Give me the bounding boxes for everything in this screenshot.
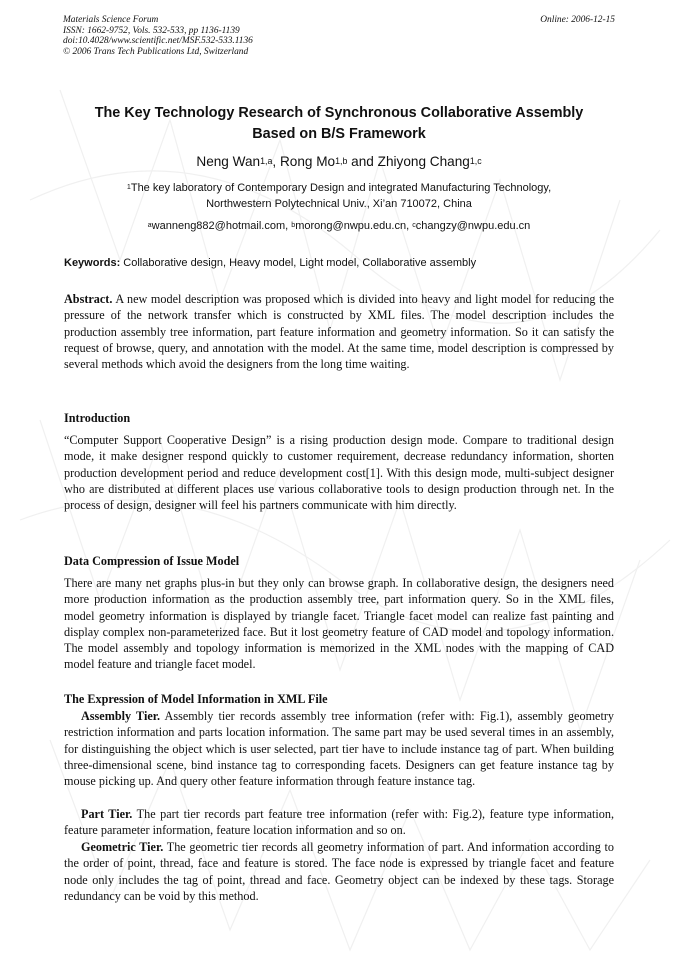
email-mark: c xyxy=(412,220,416,229)
geometric-tier-label: Geometric Tier. xyxy=(81,840,164,854)
journal-header xyxy=(63,15,253,57)
keywords-text: Collaborative design, Heavy model, Light model, Collaborative assembly xyxy=(120,257,477,269)
assembly-tier-label: Assembly Tier. xyxy=(81,709,161,723)
author-name: Rong Mo xyxy=(279,154,336,169)
affiliation-mark: 1 xyxy=(126,182,131,191)
author-emails: $^a$wanneng882@hotmail.com, $^b$morong@nwpu.edu.cn, $^c$changzy@nwpu.edu.cn xyxy=(147,220,531,232)
abstract-label: Abstract. xyxy=(64,292,113,306)
email-mark: b xyxy=(291,220,296,229)
email-address: morong@nwpu.edu.cn xyxy=(295,220,407,232)
title-line-2: Based on B/S Framework xyxy=(252,126,426,142)
affiliation-line-1: $^1$The key laboratory of Contemporary Design and integrated Manufacturing Technology, xyxy=(126,182,552,194)
author-list xyxy=(40,153,638,171)
subsection-heading-expression: The Expression of Model Information in XML File xyxy=(64,692,328,706)
part-tier-label: Part Tier. xyxy=(81,807,133,821)
email-address: wanneng882@hotmail.com xyxy=(151,220,286,232)
affiliation-line-2: Northwestern Polytechnical Univ., Xi’an 710072, China xyxy=(206,197,472,210)
journal-name: Materials Science Forum xyxy=(63,15,159,25)
author-name: Neng Wan xyxy=(196,154,261,169)
email-address: changzy@nwpu.edu.cn xyxy=(415,220,531,232)
author-affiliation-mark: 1,a xyxy=(260,155,273,166)
author-affiliation-mark: 1,b xyxy=(335,155,348,166)
online-date: Online: 2006-12-15 xyxy=(540,15,615,25)
part-tier-paragraph: Part Tier. The part tier records part feature tree information (refer with: Fig.2), feature type information, feature parameter information, feature location information and so on. xyxy=(64,807,614,838)
author-name: Zhiyong Chang xyxy=(377,154,470,169)
keywords xyxy=(64,256,624,270)
compression-paragraph: There are many net graphs plus-in but they only can browse graph. In collaborative design, the designers need more production information as the production assembly tree, part information query. So in the XML files, model geometry information is displayed by triangle facet. Triangle facet model can realize fast painting and display complex non-parameterized face. But it lost geometry feature of CAD model and topology information. The model assembly and topology information is memorized in the XML nodes with the mapping of CAD model feature and triangle facet model. xyxy=(64,576,614,672)
keywords-label: Keywords: xyxy=(64,257,121,269)
email-mark: a xyxy=(147,220,152,229)
affiliation xyxy=(40,181,638,212)
section-heading-introduction: Introduction xyxy=(64,411,131,425)
introduction-paragraph: “Computer Support Cooperative Design” is a rising production design mode. Compare to traditional design mode, it make designer respond quickly to customer requirement, decrease redundancy information, shorten production development period and reduce development cost[1]. With this design mode, multi-subject designer who are distributed at different places use various collaborative tools to design production through net. In the process of design, designer will feel his partners communicate with him directly. xyxy=(64,433,614,513)
author-separator: , xyxy=(272,154,280,169)
section-heading-compression: Data Compression of Issue Model xyxy=(64,554,240,568)
author-separator: and xyxy=(347,154,378,169)
geometric-tier-paragraph: Geometric Tier. The geometric tier records all geometry information of part. And information according to the order of point, thread, face and feature is stored. The face node is expressed by triangle facet and feature node only includes the tag of point, thread and face. Geometry object can be indexed by these tags. Storage redundancy can be void by this method. xyxy=(64,840,614,903)
paper-title xyxy=(40,103,638,145)
title-line-1: The Key Technology Research of Synchronous Collaborative Assembly xyxy=(94,105,584,121)
doi-line: doi:10.4028/www.scientific.net/MSF.532-533.1136 xyxy=(63,36,253,47)
copyright-line: © 2006 Trans Tech Publications Ltd, Switzerland xyxy=(63,46,249,57)
author-affiliation-mark: 1,c xyxy=(469,155,482,166)
issn-line: ISSN: 1662-9752, Vols. 532-533, pp 1136-1139 xyxy=(63,25,240,36)
abstract-text: A new model description was proposed which is divided into heavy and light model for reducing the pressure of the network transfer which is constructed by XML files. The model description includes the production assembly tree information, part feature information and geometry information. So it can satisfy the request of browse, query, and annotation with the model. At the same time, model description is compressed by several methods which avoid the designers from the long time waiting. xyxy=(64,292,614,372)
abstract-paragraph xyxy=(64,291,614,372)
assembly-tier-paragraph: Assembly Tier. Assembly tier records assembly tree information (refer with: Fig.1), assembly geometry restriction information and parts location information. The same part may be used several times in an assembly, for distinguishing the object which is user selected, part tier have to include instance tag of part. When building three-dimensional scene, bind instance tag to corresponding facets. Designers can get feature instance tag by mouse picking up. And query other feature information through feature instance tag. xyxy=(64,709,614,789)
